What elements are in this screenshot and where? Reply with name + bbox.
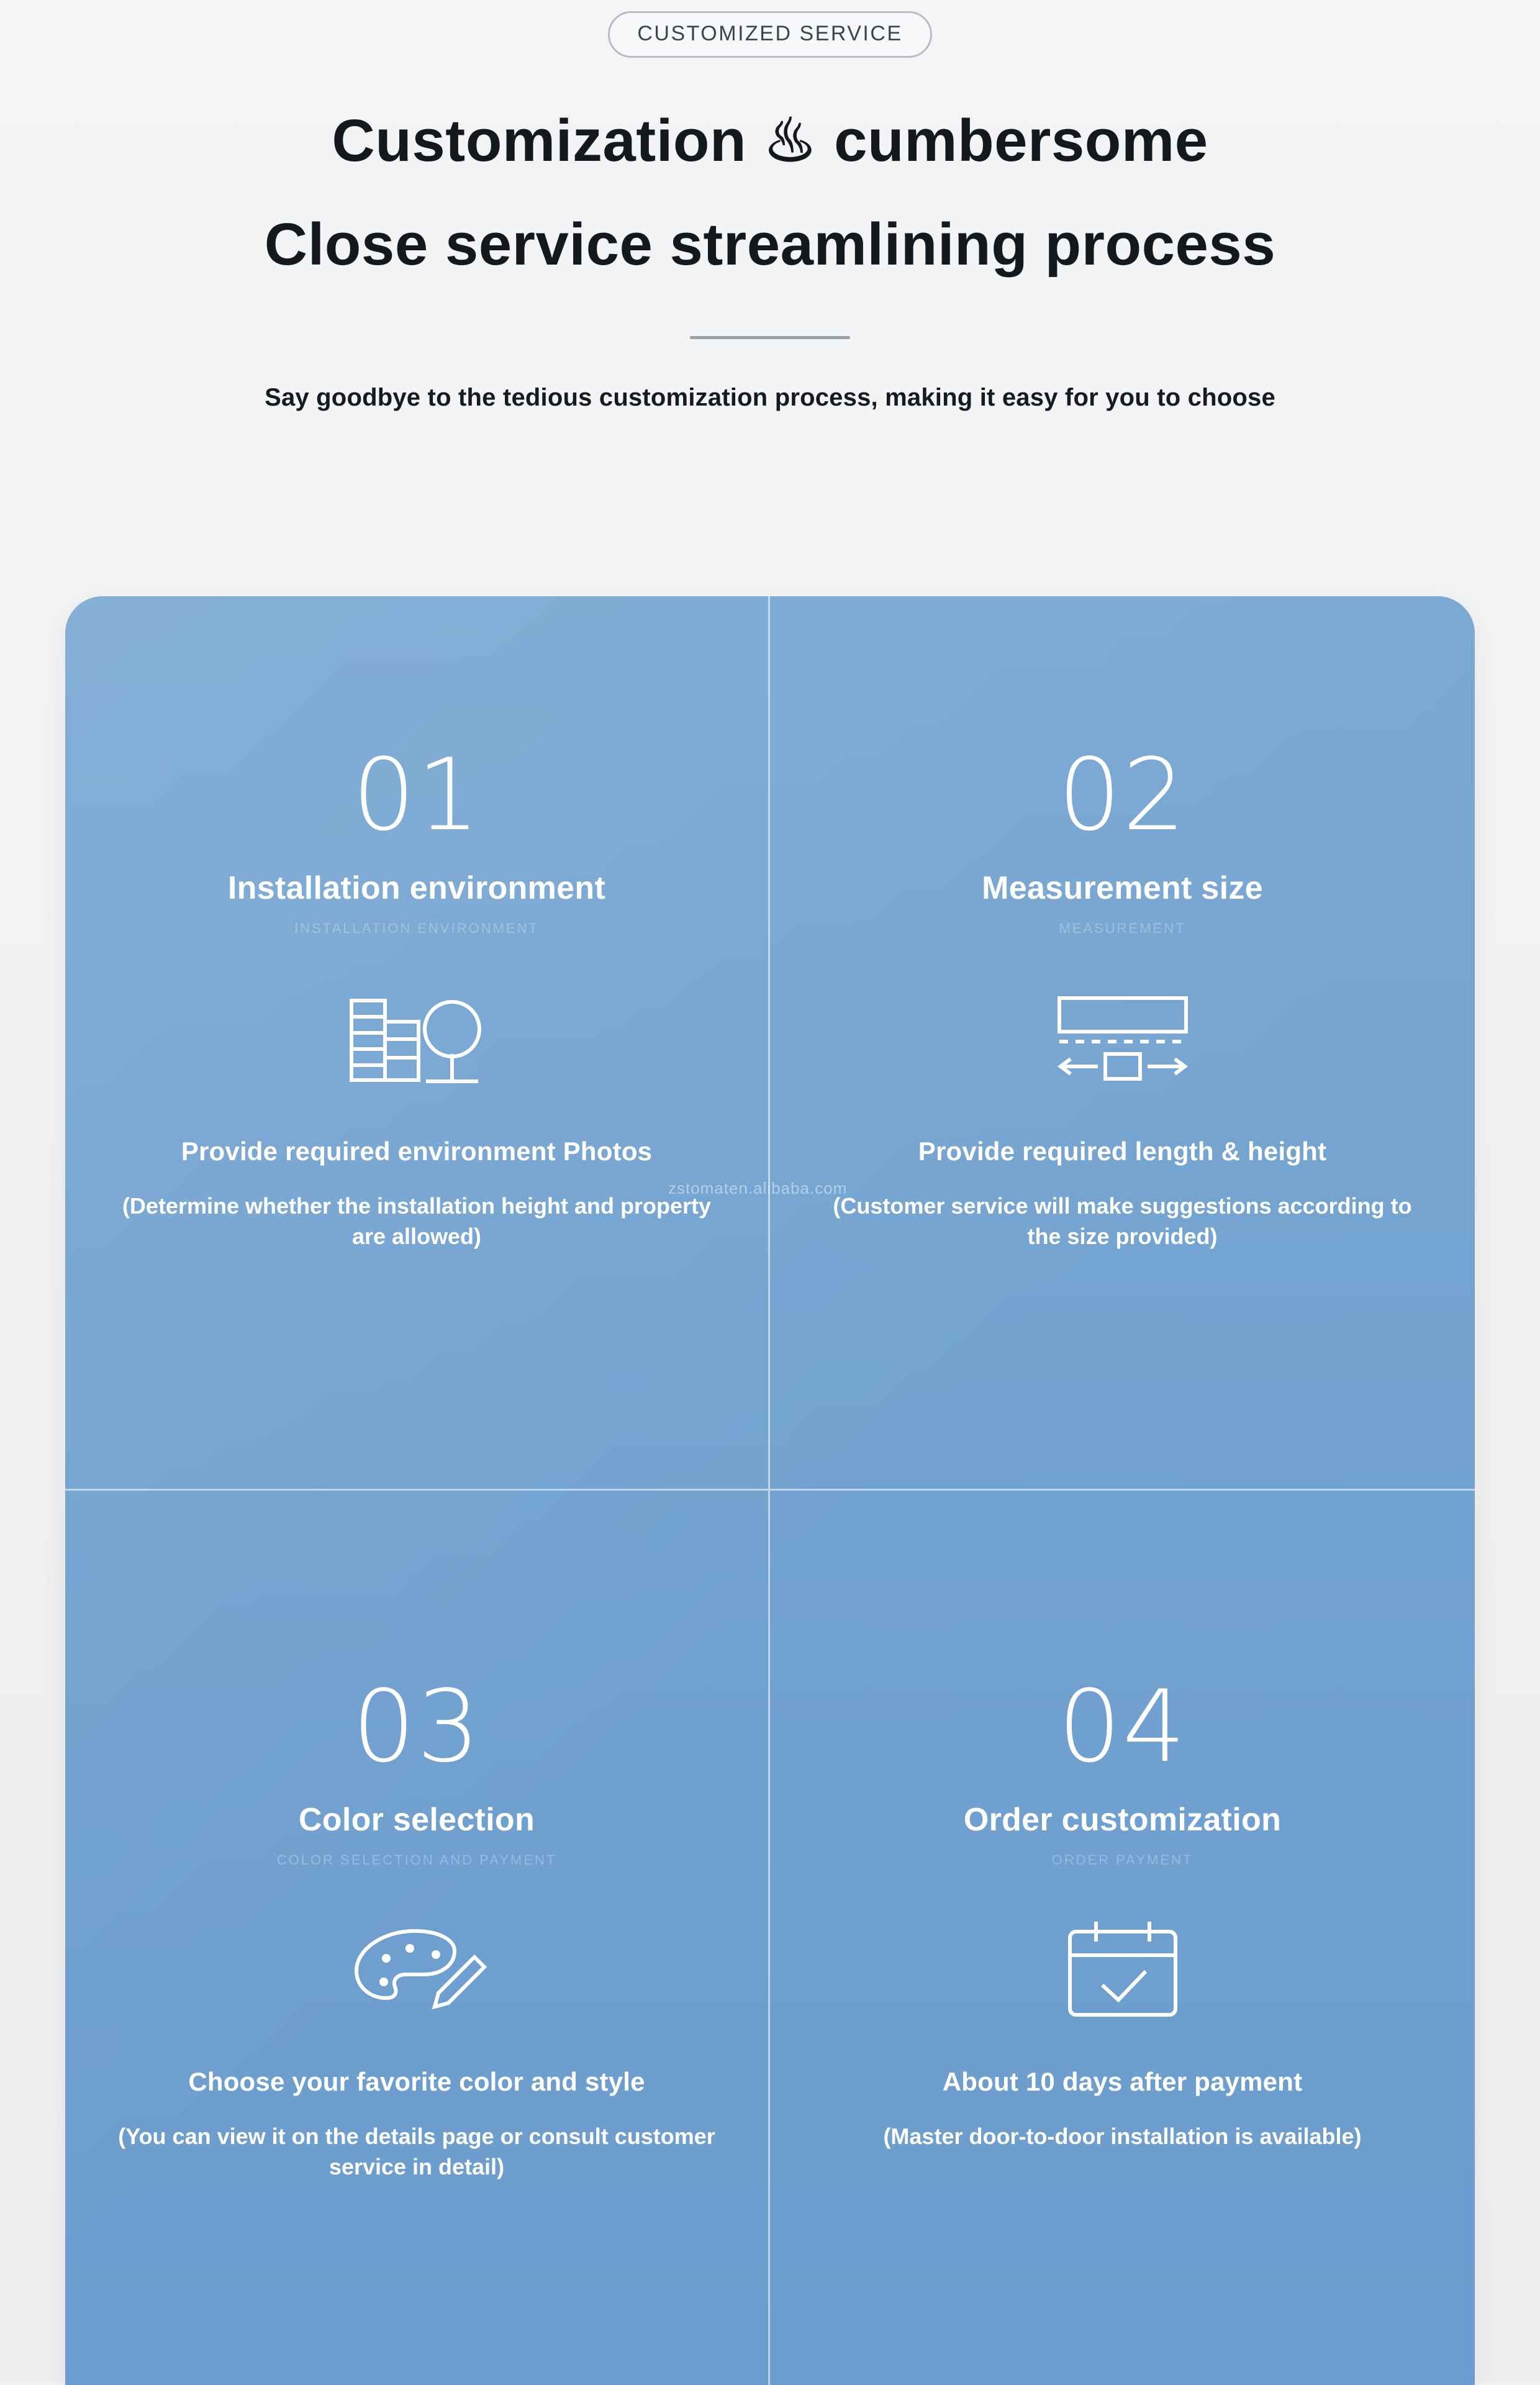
step-card-01 <box>65 596 770 1491</box>
title-divider <box>690 336 850 339</box>
step-title: Installation environment <box>227 870 606 906</box>
step-subtitle-faint: COLOR SELECTION AND PAYMENT <box>276 1852 557 1868</box>
step-number: 02 <box>1058 737 1187 853</box>
step-title: Color selection <box>298 1802 535 1838</box>
step-number: 03 <box>352 1668 481 1784</box>
step-card-02 <box>770 596 1475 1491</box>
steps-grid <box>65 596 1475 2385</box>
step-card-03 <box>65 1491 770 2385</box>
step-note-text: (Master door-to-door installation is available) <box>883 2124 1362 2149</box>
calendar-check-icon <box>1058 1904 1188 2035</box>
step-card-04 <box>770 1491 1475 2385</box>
watermark-text: zstomaten.alibaba.com <box>668 1179 848 1197</box>
step-note-text: (You can view it on the details page or consult customer service in detail) <box>118 2124 715 2179</box>
step-subtitle-faint: ORDER PAYMENT <box>1051 1852 1194 1868</box>
step-subtitle-faint: MEASUREMENT <box>1059 920 1186 936</box>
step-number: 01 <box>352 737 481 853</box>
page-title-line2: Close service streamlining process <box>264 211 1276 278</box>
step-number: 04 <box>1058 1668 1187 1784</box>
measure-size-icon <box>1048 974 1197 1104</box>
step-main-text: Provide required environment Photos <box>181 1137 653 1166</box>
step-main-text: Choose your favorite color and style <box>188 2067 645 2096</box>
step-note-text: (Customer service will make suggestions according to the size provided) <box>833 1193 1412 1249</box>
step-main-text: About 10 days after payment <box>942 2067 1303 2096</box>
palette-icon <box>345 1904 488 2035</box>
page-title-line1: Customization ♨ cumbersome <box>332 107 1208 174</box>
step-title: Order customization <box>963 1802 1282 1838</box>
step-main-text: Provide required length & height <box>918 1137 1327 1166</box>
step-title: Measurement size <box>982 870 1263 906</box>
customized-service-badge: CUSTOMIZED SERVICE <box>608 11 931 58</box>
step-note-text: (Determine whether the installation height and property are allowed) <box>122 1193 712 1249</box>
buildings-tree-icon <box>345 974 488 1104</box>
badge-container <box>0 0 1540 58</box>
page-subtitle: Say goodbye to the tedious customization process, making it easy for you to choose <box>265 383 1275 411</box>
step-subtitle-faint: INSTALLATION ENVIRONMENT <box>294 920 539 936</box>
